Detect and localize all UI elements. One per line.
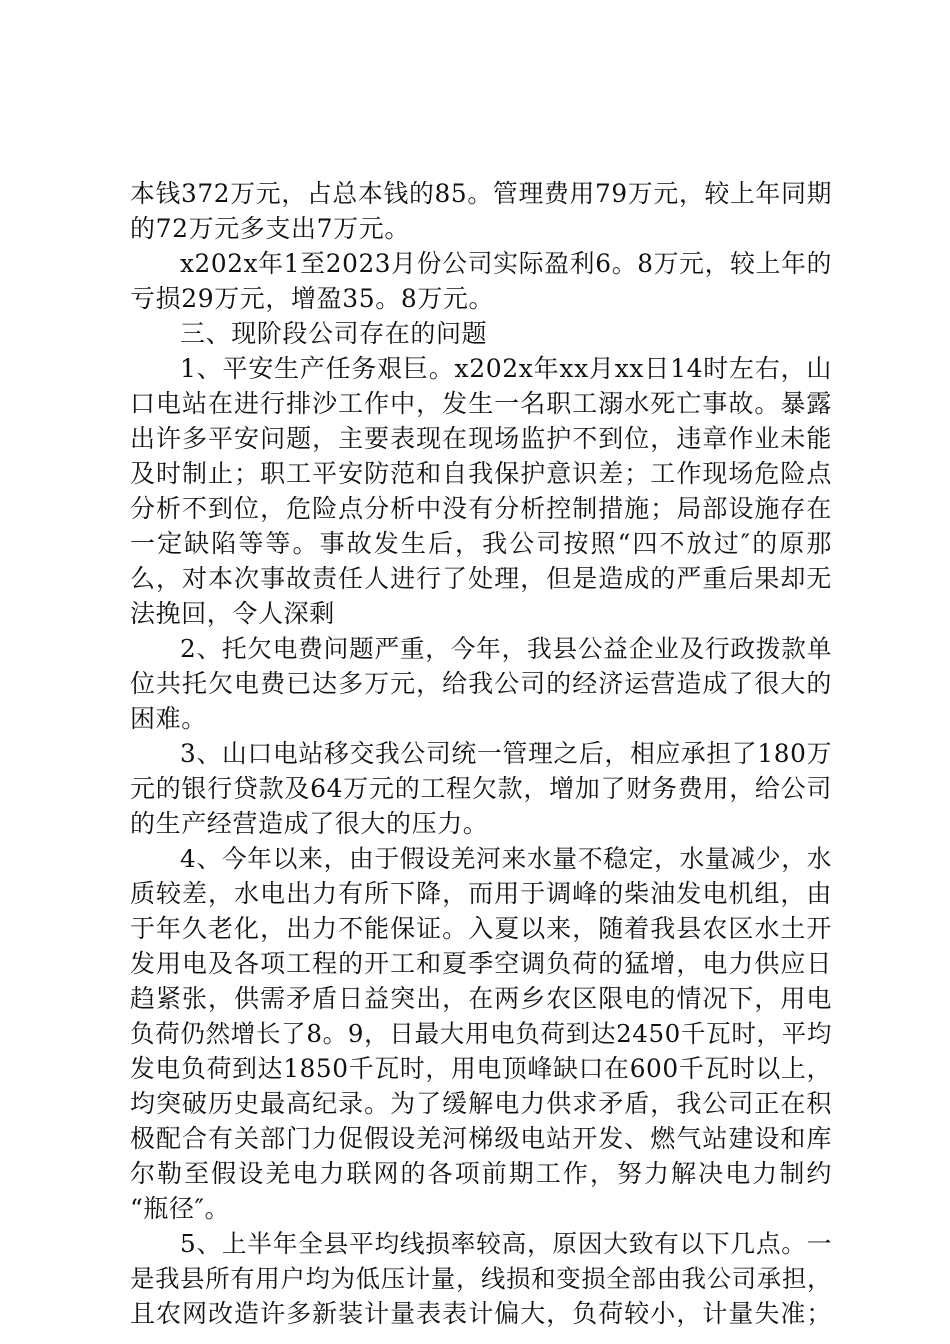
text-line: 是我县所有用户均为低压计量，线损和变损全部由我公司承担， (130, 1264, 832, 1293)
text-line: 元的银行贷款及64万元的工程欠款，增加了财务费用，给公司 (130, 774, 832, 803)
text-line: 2、托欠电费问题严重，今年，我县公益企业及行政拨款单 (180, 634, 832, 663)
text-line: 4、今年以来，由于假设羌河来水量不稳定，水量减少，水 (180, 844, 832, 873)
text-line: “瓶径″。 (130, 1194, 231, 1223)
text-line: 位共托欠电费已达多万元，给我公司的经济运营造成了很大的 (130, 669, 832, 698)
text-line: 口电站在进行排沙工作中，发生一名职工溺水死亡事故。暴露 (130, 389, 832, 418)
text-line: 法挽回，令人深剩 (130, 599, 335, 628)
text-line: 的72万元多支出7万元。 (130, 214, 410, 243)
text-line: 1、平安生产任务艰巨。x202x年xx月xx日14时左右，山 (180, 354, 832, 383)
section-heading: 三、现阶段公司存在的问题 (180, 319, 488, 348)
text-line: 亏损29万元，增盈35。8万元。 (130, 284, 495, 313)
text-line: 均突破历史最高纪录。为了缓解电力供求矛盾，我公司正在积 (130, 1089, 832, 1118)
text-line: 3、山口电站移交我公司统一管理之后，相应承担了180万 (180, 739, 832, 768)
document-body (130, 176, 832, 1331)
text-line: 发电负荷到达1850千瓦时，用电顶峰缺口在600千瓦时以上， (130, 1054, 832, 1083)
text-line: 困难。 (130, 704, 207, 733)
text-line: 负荷仍然增长了8。9，日最大用电负荷到达2450千瓦时，平均 (130, 1019, 832, 1048)
text-line: 一定缺陷等等。事故发生后，我公司按照“四不放过″的原那 (130, 529, 832, 558)
text-line: 质较差，水电出力有所下降，而用于调峰的柴油发电机组，由 (130, 879, 832, 908)
text-line: 的生产经营造成了很大的压力。 (130, 809, 489, 838)
text-line: 于年久老化，出力不能保证。入夏以来，随着我县农区水土开 (130, 914, 832, 943)
text-line: 么，对本次事故责任人进行了处理，但是造成的严重后果却无 (130, 564, 832, 593)
text-line: 5、上半年全县平均线损率较高，原因大致有以下几点。一 (180, 1229, 832, 1258)
text-line: 发用电及各项工程的开工和夏季空调负荷的猛增，电力供应日 (130, 949, 832, 978)
text-line: 出许多平安问题，主要表现在现场监护不到位，违章作业未能 (130, 424, 832, 453)
text-line: 且农网改造许多新装计量表表计偏大，负荷较小，计量失准； (130, 1299, 832, 1328)
text-line: 尔勒至假设羌电力联网的各项前期工作，努力解决电力制约 (130, 1159, 832, 1188)
text-line: 本钱372万元，占总本钱的85。管理费用79万元，较上年同期 (130, 179, 832, 208)
text-line: 趋紧张，供需矛盾日益突出，在两乡农区限电的情况下，用电 (130, 984, 832, 1013)
text-line: x202x年1至2023月份公司实际盈利6。8万元，较上年的 (180, 249, 832, 278)
text-line: 分析不到位，危险点分析中没有分析控制措施；局部设施存在 (130, 494, 832, 523)
text-line: 及时制止；职工平安防范和自我保护意识差；工作现场危险点 (130, 459, 832, 488)
text-line: 极配合有关部门力促假设羌河梯级电站开发、燃气站建设和库 (130, 1124, 832, 1153)
